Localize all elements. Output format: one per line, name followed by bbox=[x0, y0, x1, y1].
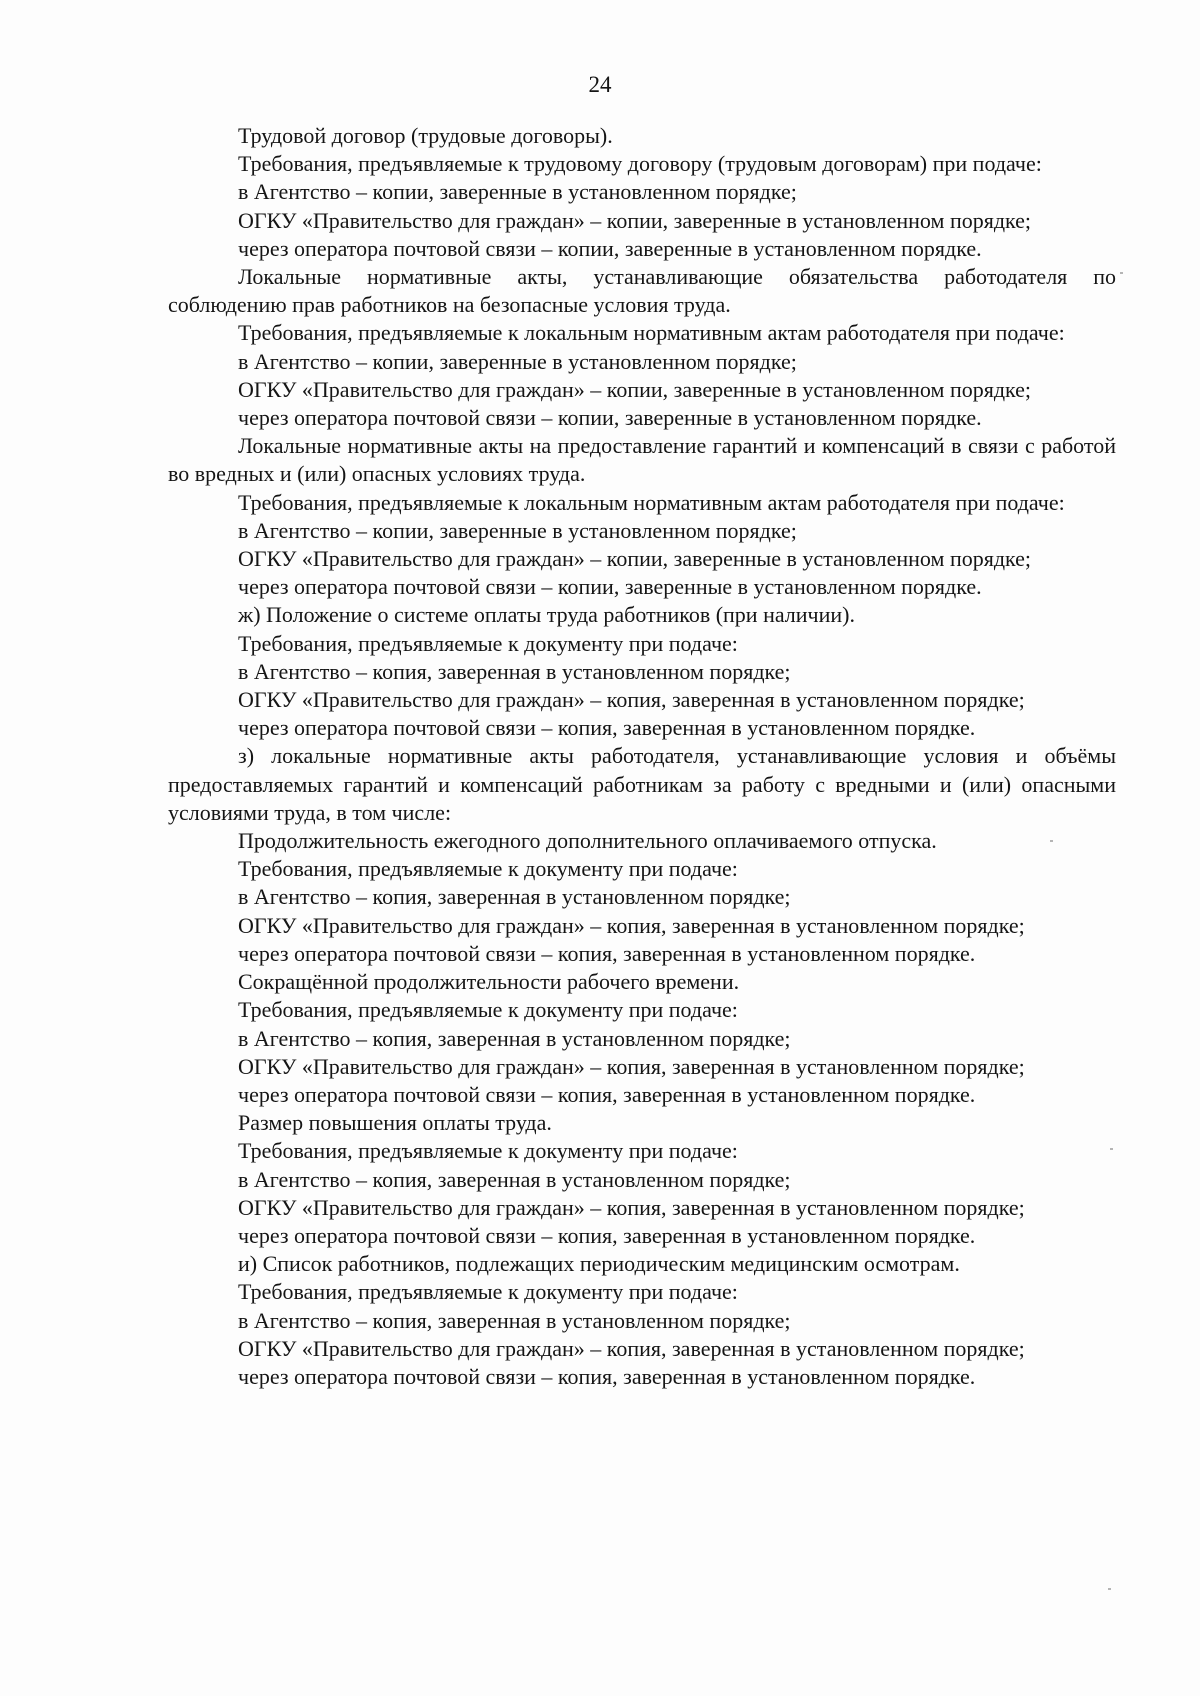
paragraph: Трудовой договор (трудовые договоры). bbox=[238, 123, 613, 148]
paragraph: ОГКУ «Правительство для граждан» – копия, заверенная в установленном порядке; bbox=[238, 1194, 1025, 1220]
paragraph: ОГКУ «Правительство для граждан» – копия, заверенная в установленном порядке; bbox=[238, 1053, 1025, 1079]
paragraph: через оператора почтовой связи – копия, заверенная в установленном порядке. bbox=[238, 1081, 976, 1107]
scan-speck bbox=[1110, 1148, 1113, 1150]
paragraph: Требования, предъявляемые к документу при подаче: bbox=[238, 1279, 738, 1305]
paragraph: Требования, предъявляемые к трудовому договору (трудовым договорам) при подаче: bbox=[238, 151, 1042, 177]
paragraph: через оператора почтовой связи – копии, заверенные в установленном порядке. bbox=[238, 235, 982, 261]
paragraph: ОГКУ «Правительство для граждан» – копии, заверенные в установленном порядке; bbox=[238, 376, 1032, 402]
paragraph: в Агентство – копия, заверенная в установленном порядке; bbox=[238, 658, 791, 684]
paragraph: ОГКУ «Правительство для граждан» – копия, заверенная в установленном порядке; bbox=[238, 912, 1025, 938]
paragraph: в Агентство – копия, заверенная в установленном порядке; bbox=[238, 1166, 791, 1192]
document-body bbox=[168, 122, 1116, 1391]
paragraph: Сокращённой продолжительности рабочего времени. bbox=[238, 969, 740, 995]
paragraph: в Агентство – копия, заверенная в установленном порядке; bbox=[238, 1307, 791, 1333]
page-number: 24 bbox=[588, 72, 612, 97]
paragraph: в Агентство – копии, заверенные в установленном порядке; bbox=[238, 179, 797, 205]
paragraph: Продолжительность ежегодного дополнительного оплачиваемого отпуска. bbox=[238, 828, 937, 854]
paragraph: через оператора почтовой связи – копии, заверенные в установленном порядке. bbox=[238, 405, 982, 431]
paragraph: Требования, предъявляемые к документу при подаче: bbox=[238, 1138, 738, 1164]
paragraph: в Агентство – копии, заверенные в установленном порядке; bbox=[238, 517, 797, 543]
paragraph: ОГКУ «Правительство для граждан» – копия, заверенная в установленном порядке; bbox=[238, 1335, 1025, 1361]
scan-speck bbox=[1108, 1588, 1111, 1590]
paragraph: Требования, предъявляемые к документу при подаче: bbox=[238, 630, 738, 656]
paragraph: в Агентство – копия, заверенная в установленном порядке; bbox=[238, 1025, 791, 1051]
paragraph: через оператора почтовой связи – копия, заверенная в установленном порядке. bbox=[238, 1363, 976, 1389]
paragraph: Требования, предъявляемые к локальным нормативным актам работодателя при подаче: bbox=[238, 320, 1065, 346]
paragraph: в Агентство – копия, заверенная в установленном порядке; bbox=[238, 884, 791, 910]
paragraph: Локальные нормативные акты на предоставление гарантий и компенсаций в связи с работой во вредных и (или) опасных условиях труда. bbox=[168, 433, 1116, 487]
paragraph: Требования, предъявляемые к документу при подаче: bbox=[238, 997, 738, 1023]
paragraph: Требования, предъявляемые к документу при подаче: bbox=[238, 856, 738, 882]
paragraph: Требования, предъявляемые к локальным нормативным актам работодателя при подаче: bbox=[238, 489, 1065, 515]
paragraph: ж) Положение о системе оплаты труда работников (при наличии). bbox=[238, 602, 855, 628]
paragraph: ОГКУ «Правительство для граждан» – копии, заверенные в установленном порядке; bbox=[238, 207, 1032, 233]
paragraph: Локальные нормативные акты, устанавливающие обязательства работодателя по соблюдению прав работников на безопасные условия труда. bbox=[168, 264, 1116, 318]
paragraph: ОГКУ «Правительство для граждан» – копия, заверенная в установленном порядке; bbox=[238, 687, 1025, 713]
paragraph: через оператора почтовой связи – копия, заверенная в установленном порядке. bbox=[238, 940, 976, 966]
paragraph: з) локальные нормативные акты работодателя, устанавливающие условия и объёмы предоставляемых гарантий и компенсаций работникам за работу с вредными и (или) опасными условиями труда, в том числе: bbox=[168, 743, 1116, 825]
paragraph: в Агентство – копии, заверенные в установленном порядке; bbox=[238, 348, 797, 374]
paragraph: через оператора почтовой связи – копия, заверенная в установленном порядке. bbox=[238, 1222, 976, 1248]
scan-speck bbox=[1050, 840, 1053, 842]
paragraph: через оператора почтовой связи – копия, заверенная в установленном порядке. bbox=[238, 715, 976, 741]
scan-speck bbox=[1120, 272, 1123, 274]
paragraph: Размер повышения оплаты труда. bbox=[238, 1110, 552, 1136]
paragraph: ОГКУ «Правительство для граждан» – копии, заверенные в установленном порядке; bbox=[238, 546, 1032, 572]
paragraph: через оператора почтовой связи – копии, заверенные в установленном порядке. bbox=[238, 574, 982, 600]
paragraph: и) Список работников, подлежащих периодическим медицинским осмотрам. bbox=[238, 1251, 960, 1277]
